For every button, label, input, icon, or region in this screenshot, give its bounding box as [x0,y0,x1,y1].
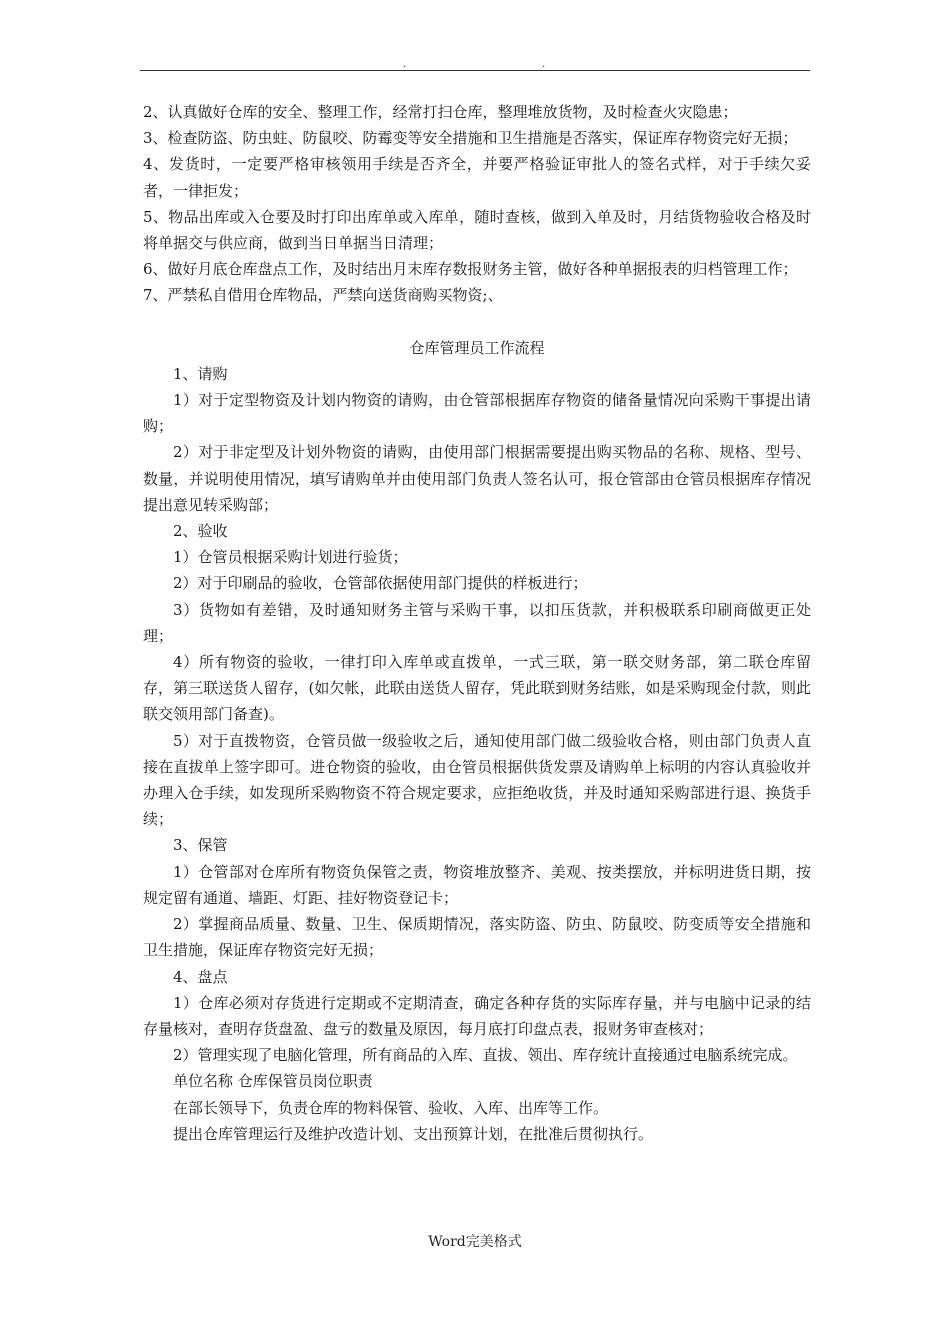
flow-heading-storage: 3、保管 [173,836,228,855]
flow-paragraph: 2）掌握商品质量、数量、卫生、保质期情况，落实防盗、防虫、防鼠咬、防变质等安全措施和卫生措施，保证库存物资完好无损； [143,915,811,960]
section-title: 仓库管理员工作流程 [409,338,545,357]
flow-heading-requisition: 1、请购 [173,364,228,383]
flow-paragraph: 3）货物如有差错，及时通知财务主管与采购干事，以扣压货款，并积极联系印刷商做更正处理； [143,600,811,645]
page-footer: Word完美格式 [428,1234,522,1250]
flow-paragraph: 4）所有物资的验收，一律打印入库单或直拨单，一式三联，第一联交财务部，第二联仓库留存，第三联送货人留存，(如欠帐，此联由送货人留存，凭此联到财务结账，如是采购现金付款，则此联交领用部门备查)。 [143,653,811,724]
duty-item-3: 3、检查防盗、防虫蛀、防鼠咬、防霉变等安全措施和卫生措施是否落实，保证库存物资完好无损； [143,129,798,148]
flow-paragraph: 1）仓管员根据采购计划进行验货； [173,548,408,567]
header-dot-right: . [542,59,546,70]
job-duty-line: 在部长领导下，负责仓库的物料保管、验收、入库、出库等工作。 [173,1098,609,1117]
flow-paragraph: 1）仓库必须对存货进行定期或不定期清查，确定各种存货的实际库存量，并与电脑中记录的结存量核对，查明存货盘盈、盘亏的数量及原因，每月底打印盘点表，报财务审查核对； [143,993,811,1038]
document-body [143,99,811,1147]
job-duty-line: 提出仓库管理运行及维护改造计划、支出预算计划，在批准后贯彻执行。 [173,1124,654,1143]
flow-paragraph: 2）管理实现了电脑化管理，所有商品的入库、直拔、领出、库存统计直接通过电脑系统完成。 [173,1046,798,1065]
header-rule [140,70,810,71]
duty-item-4: 4、发货时，一定要严格审核领用手续是否齐全，并要严格验证审批人的签名式样，对于手续欠妥者，一律拒发； [143,155,811,200]
duty-item-6: 6、做好月底仓库盘点工作，及时结出月末库存数报财务主管，做好各种单据报表的归档管理工作； [143,260,798,279]
flow-paragraph: 2）对于非定型及计划外物资的请购，由使用部门根据需要提出购买物品的名称、规格、型号、数量，并说明使用情况，填写请购单并由使用部门负责人签名认可，报仓管部由仓管员根据库存情况提出意见转采购部； [143,443,811,514]
flow-paragraph: 1）对于定型物资及计划内物资的请购，由仓管部根据库存物资的储备量情况向采购干事提出请购； [143,391,811,436]
flow-heading-inspection: 2、验收 [173,522,228,541]
duty-item-5: 5、物品出库或入仓要及时打印出库单或入库单，随时查核，做到入单及时，月结货物验收合格及时将单据交与供应商，做到当日单据当日清理； [143,207,811,253]
flow-heading-inventory: 4、盘点 [173,967,228,986]
flow-paragraph: 1）仓管部对仓库所有物资负保管之责，物资堆放整齐、美观、按类摆放，并标明进货日期，按规定留有通道、墙距、灯距、挂好物资登记卡； [143,862,811,907]
duty-item-7: 7、严禁私自借用仓库物品，严禁向送货商购买物资;、 [143,286,503,305]
header-dot-left: . [403,59,407,70]
header-dots [140,60,810,70]
flow-paragraph: 2）对于印刷品的验收，仓管部依据使用部门提供的样板进行； [173,574,588,593]
duty-item-2: 2、认真做好仓库的安全、整理工作，经常打扫仓库，整理堆放货物，及时检查火灾隐患； [143,103,738,121]
job-title-line: 单位名称 仓库保管员岗位职责 [173,1072,373,1091]
flow-paragraph: 5）对于直拨物资，仓管员做一级验收之后，通知使用部门做二级验收合格，则由部门负责人直接在直拔单上签字即可。进仓物资的验收，由仓管员根据供货发票及请购单上标明的内容认真验收并办理入仓手续，如发现所采购物资不符合规定要求，应拒绝收货，并及时通知采购部进行退、换货手续； [143,731,811,829]
